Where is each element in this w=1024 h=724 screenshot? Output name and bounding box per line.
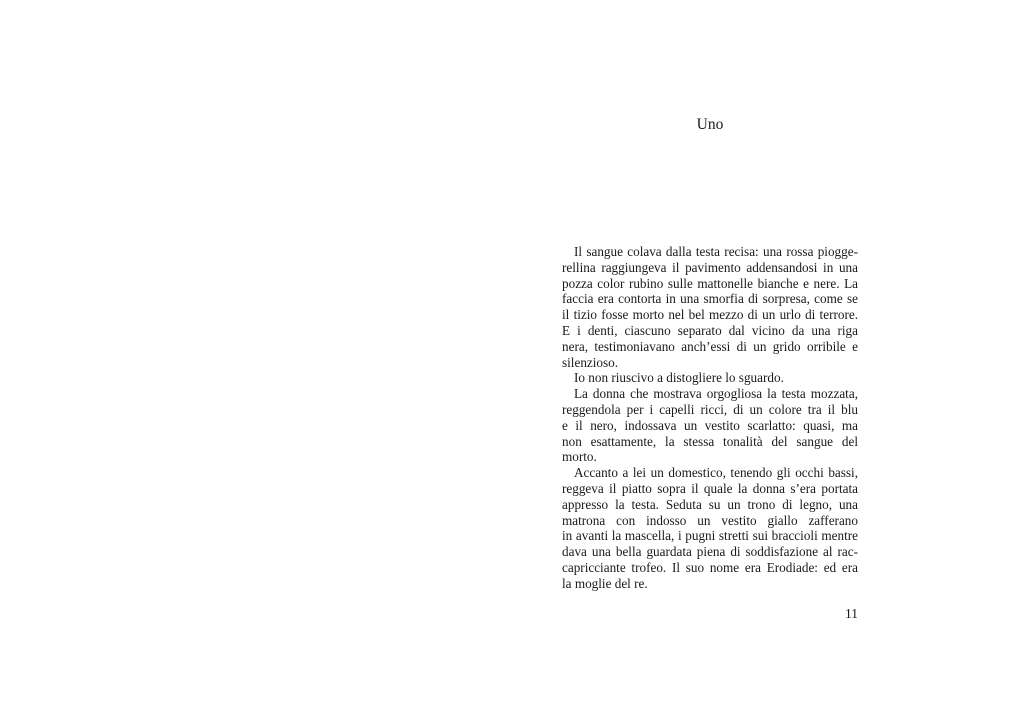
text-line: e il nero, indossava un vestito scarlatto: quasi, ma [562,417,858,433]
text-line: Io non riuscivo a distogliere lo sguardo. [574,370,784,386]
text-line: non esattamente, la stessa tonalità del sangue del [562,433,858,449]
text-line: nera, testimoniavano anch’essi di un grido orribile e [562,338,858,354]
text-line: morto. [562,449,597,465]
text-line: la moglie del re. [562,575,648,591]
body-text [562,244,858,592]
chapter-title: Uno [696,116,724,133]
text-line: Il sangue colava dalla testa recisa: una rossa piogge- [574,244,858,259]
text-line: rellina raggiungeva il pavimento addensandosi in una [562,259,858,275]
text-line: reggendola per i capelli ricci, di un colore tra il blu [562,401,858,417]
text-line: capricciante trofeo. Il suo nome era Erodiade: ed era [562,559,858,575]
text-line: pozza color rubino sulle mattonelle bianche e nere. La [562,275,858,291]
text-line: dava una bella guardata piena di soddisfazione al rac- [562,544,858,560]
text-line: silenzioso. [562,354,619,370]
text-line: appresso la testa. Seduta su un trono di legno, una [562,496,858,512]
text-line: in avanti la mascella, i pugni stretti sui braccioli mentre [562,528,858,544]
text-line: reggeva il piatto sopra il quale la donna s’era portata [562,480,858,496]
text-line: faccia era contorta in una smorfia di sorpresa, come se [562,291,858,307]
text-line: matrona con indosso un vestito giallo zafferano [562,512,858,528]
text-line: E i denti, ciascuno separato dal vicino da una riga [562,322,858,338]
text-line: La donna che mostrava orgogliosa la testa mozzata, [574,386,858,402]
page-number: 11 [845,606,858,621]
text-line: il tizio fosse morto nel bel mezzo di un urlo di terrore. [562,307,858,323]
text-line: Accanto a lei un domestico, tenendo gli occhi bassi, [574,465,858,481]
